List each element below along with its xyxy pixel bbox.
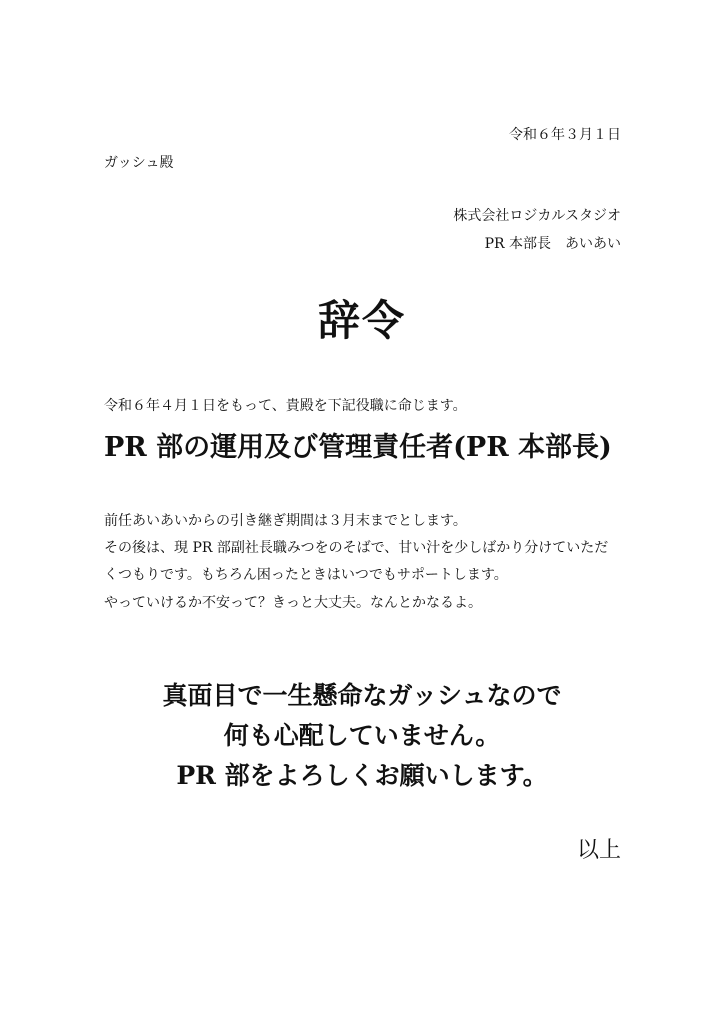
appointment-statement: 令和６年４月１日をもって、貴殿を下記役職に命じます。 [104, 398, 467, 414]
document-title: 辞令 [317, 296, 406, 345]
body-line: くつもりです。もちろん困ったときはいつでもサポートします。 [104, 567, 508, 583]
closing-message-line: PR 部をよろしくお願いします。 [176, 761, 548, 790]
company-name: 株式会社ロジカルスタジオ [453, 208, 621, 224]
closing-message-line: 真面目で一生懸命なガッシュなので [162, 681, 562, 710]
appointed-position: PR 部の運用及び管理責任者(PR 本部長) [104, 432, 612, 463]
recipient-name: ガッシュ殿 [104, 155, 174, 171]
body-line: 前任あいあいからの引き継ぎ期間は３月末までとします。 [104, 513, 467, 529]
closing-message-line: 何も心配していません。 [223, 721, 501, 750]
issuer-name: PR 本部長 あいあい [484, 236, 621, 252]
closing-mark: 以上 [576, 838, 621, 863]
body-line: その後は、現 PR 部副社長職みつをのそばで、甘い汁を少しばかり分けていただ [104, 540, 609, 556]
body-line: やっていけるか不安って？きっと大丈夫。なんとかなるよ。 [104, 595, 482, 611]
issue-date: 令和６年３月１日 [509, 127, 621, 143]
